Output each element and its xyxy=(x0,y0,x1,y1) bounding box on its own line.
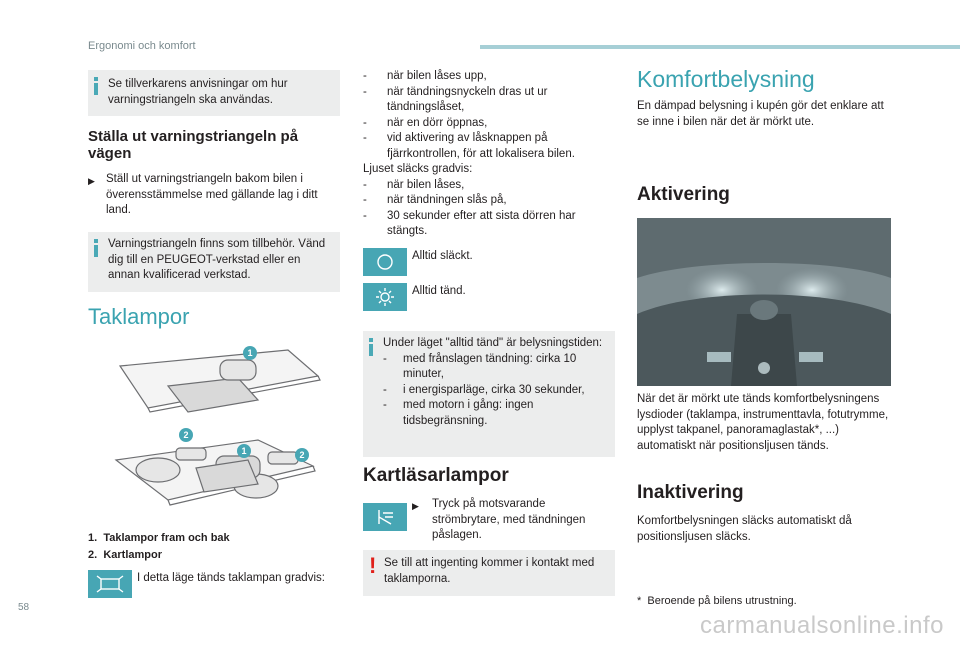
header-rule xyxy=(480,45,960,49)
info-icon xyxy=(94,77,98,95)
page-number: 58 xyxy=(18,602,30,613)
car-interior-photo xyxy=(637,218,891,386)
legend-item: 1. Taklampor fram och bak xyxy=(88,532,230,544)
heading-komfortbelysning: Komfortbelysning xyxy=(637,66,815,92)
info-box-accessory xyxy=(88,232,340,292)
komfort-intro: En dämpad belysning i kupén gör det enklare att se inne i bilen när det är mörkt ute. xyxy=(637,100,884,128)
map-lamp-icon-box xyxy=(363,503,407,531)
inaktivering-text: Komfortbelysningen släcks automatiskt då positionsljusen släcks. xyxy=(637,515,852,543)
heading-triangle: Ställa ut varningstriangeln på vägen xyxy=(88,128,299,162)
door-lamp-icon xyxy=(88,570,132,598)
section-header: Ergonomi och komfort xyxy=(88,40,196,52)
ceiling-lamp-illustration xyxy=(108,340,330,520)
warning-text: Se till att ingenting kommer i kontakt med taklamporna. xyxy=(384,557,595,585)
callout-label: 1 xyxy=(247,348,253,358)
always-on-text: Alltid tänd. xyxy=(412,285,466,297)
mode-door-icon xyxy=(88,570,132,598)
sun-on-icon xyxy=(363,283,407,311)
list-item: - i energisparläge, cirka 30 sekunder, xyxy=(383,383,585,396)
kart-step: ▶ Tryck på motsvarande strömbrytare, med tändningen påslagen. xyxy=(412,498,586,541)
list-item: - när bilen låses, xyxy=(363,178,465,191)
info-icon xyxy=(369,338,373,356)
list-item: - 30 sekunder efter att sista dörren har stängts. xyxy=(363,209,576,237)
mode-text: I detta läge tänds taklampan gradvis: xyxy=(137,572,325,584)
legend xyxy=(88,530,230,564)
list-item: - vid aktivering av låsknappen på fjärrkontrollen, för att lokalisera bilen. xyxy=(363,132,575,160)
info-text: Se tillverkarens anvisningar om hur varningstriangeln ska användas. xyxy=(108,78,288,106)
heading-inaktivering: Inaktivering xyxy=(637,482,744,503)
callout-label: 2 xyxy=(299,450,305,460)
info-box-duration xyxy=(363,331,615,457)
heading-kartlasarlampor: Kartläsarlampor xyxy=(363,465,509,486)
always-off-icon-box xyxy=(363,248,407,276)
watermark: carmanualsonline.info xyxy=(700,612,944,639)
callout-label: 2 xyxy=(183,430,189,440)
info-text: Under läget "alltid tänd" är belysningstiden: xyxy=(383,337,603,349)
always-off-text: Alltid släckt. xyxy=(412,250,473,262)
list-item: - när bilen låses upp, xyxy=(363,70,487,82)
step-triangle: ▶ Ställ ut varningstriangeln bakom bilen i överensstämmelse med gällande lag i ditt land. xyxy=(88,173,318,216)
info-box-manufacturer xyxy=(88,70,340,116)
list-item: - när tändningen slås på, xyxy=(363,194,507,206)
warning-icon: ! xyxy=(369,553,377,578)
map-lamp-icon xyxy=(363,503,407,531)
list-item: - med frånslagen tändning: cirka 10 minuter, xyxy=(383,352,577,380)
legend-item: 2. Kartlampor xyxy=(88,549,162,561)
aktivering-text: När det är mörkt ute tänds komfortbelysningens lysdioder (taklampa, instrumenttavla, fotutrymme, upplyst takpanel, panoramaglastak*, ...) automatiskt när positionsljusen tänds. xyxy=(637,393,889,452)
warning-box xyxy=(363,550,615,596)
on-list xyxy=(363,69,603,240)
callout-label: 1 xyxy=(241,446,247,456)
off-intro: Ljuset släcks gradvis: xyxy=(363,163,473,175)
always-on-icon-box xyxy=(363,283,407,311)
footnote: * Beroende på bilens utrustning. xyxy=(637,595,797,607)
list-item: - med motorn i gång: ingen tidsbegränsning. xyxy=(383,399,534,427)
step-arrow-icon: ▶ xyxy=(412,501,419,511)
step-arrow-icon: ▶ xyxy=(88,176,95,186)
list-item: - när tändningsnyckeln dras ut ur tändningslåset, xyxy=(363,85,548,113)
info-icon xyxy=(94,239,98,257)
heading-taklampor: Taklampor xyxy=(88,304,190,329)
info-text: Varningstriangeln finns som tillbehör. Vänd dig till en PEUGEOT-verkstad eller en annan kvalificerad verkstad. xyxy=(108,238,326,281)
list-item: - när en dörr öppnas, xyxy=(363,116,488,129)
heading-aktivering: Aktivering xyxy=(637,184,730,205)
circle-off-icon xyxy=(363,248,407,276)
